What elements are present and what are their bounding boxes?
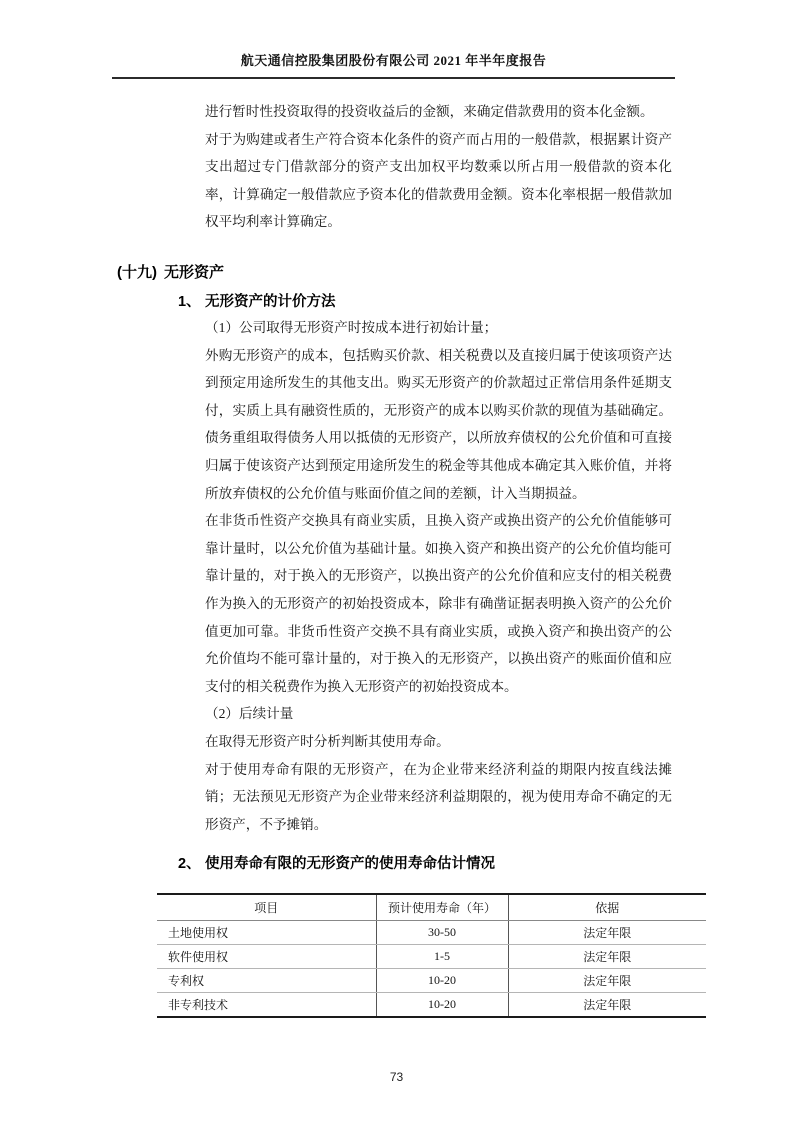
subsection-number: 2、 [178, 856, 201, 872]
section-title: 无形资产 [164, 264, 225, 281]
subsection-number: 1、 [178, 294, 201, 310]
subsection-heading-useful-life-estimate [178, 852, 495, 873]
cell-life: 10-20 [376, 993, 508, 1018]
paragraph: （2）后续计量 [205, 706, 294, 722]
paragraph: 在非货币性资产交换具有商业实质，且换入资产或换出资产的公允价值能够可靠计量时，以公允价值为基础计量。如换入资产和换出资产的公允价值均能可靠计量的，对于换入的无形资产，以换出资产的公允价值和应支付的相关税费作为换入的无形资产的初始投资成本，除非有确凿证据表明换入资产的公允价值更加可靠。非货币性资产交换不具有商业实质，或换入资产和换出资产的公允价值均不能可靠计量的，对于换入的无形资产，以换出资产的账面价值和应支付的相关税费作为换入无形资产的初始投资成本。 [205, 513, 672, 694]
column-header-basis: 依据 [508, 894, 706, 921]
intro-paragraphs [205, 98, 672, 236]
subsection1-paragraphs [205, 314, 672, 838]
paragraph: 外购无形资产的成本，包括购买价款、相关税费以及直接归属于使该项资产达到预定用途所发生的其他支出。购买无形资产的价款超过正常信用条件延期支付，实质上具有融资性质的，无形资产的成本以购买价款的现值为基础确定。债务重组取得债务人用以抵债的无形资产，以所放弃债权的公允价值和可直接归属于使该资产达到预定用途所发生的税金等其他成本确定其入账价值，并将所放弃债权的公允价值与账面价值之间的差额，计入当期损益。 [205, 347, 672, 501]
cell-basis: 法定年限 [508, 945, 706, 969]
subsection-title: 无形资产的计价方法 [205, 294, 336, 310]
cell-life: 30-50 [376, 921, 508, 945]
page-number: 73 [389, 1070, 404, 1084]
cell-basis: 法定年限 [508, 921, 706, 945]
cell-life: 1-5 [376, 945, 508, 969]
cell-item: 软件使用权 [157, 945, 376, 969]
useful-life-table [157, 893, 706, 1018]
table-row [157, 969, 706, 993]
subsection-title: 使用寿命有限的无形资产的使用寿命估计情况 [205, 856, 495, 872]
table-header-row [157, 894, 706, 921]
paragraph: 进行暂时性投资取得的投资收益后的金额，来确定借款费用的资本化金额。 [205, 104, 654, 119]
page-header [112, 50, 675, 79]
page-footer [0, 1070, 793, 1084]
cell-basis: 法定年限 [583, 998, 632, 1012]
report-title: 航天通信控股集团股份有限公司 2021 年半年度报告 [240, 53, 547, 68]
column-header-item: 项目 [157, 894, 376, 921]
cell-item: 非专利技术 [157, 993, 376, 1018]
table-row [157, 921, 706, 945]
paragraph: （1）公司取得无形资产时按成本进行初始计量； [205, 320, 498, 335]
cell-item: 专利权 [157, 969, 376, 993]
table-row [157, 993, 706, 1018]
subsection-heading-valuation-method [178, 290, 336, 311]
cell-life: 10-20 [376, 969, 508, 993]
paragraph: 对于为购建或者生产符合资本化条件的资产而占用的一般借款，根据累计资产支出超过专门借款部分的资产支出加权平均数乘以所占用一般借款的资本化率，计算确定一般借款应予资本化的借款费用金额。资本化率根据一般借款加权平均利率计算确定。 [205, 131, 672, 230]
paragraph: 在取得无形资产时分析判断其使用寿命。 [205, 733, 450, 749]
section-heading-intangible-assets [117, 261, 224, 282]
paragraph: 对于使用寿命有限的无形资产，在为企业带来经济利益的期限内按直线法摊销；无法预见无形资产为企业带来经济利益期限的，视为使用寿命不确定的无形资产，不予摊销。 [205, 761, 672, 832]
column-header-life: 预计使用寿命（年） [376, 894, 508, 921]
section-number: (十九) [117, 264, 157, 281]
cell-item: 土地使用权 [157, 921, 376, 945]
cell-basis: 法定年限 [508, 969, 706, 993]
table-row [157, 945, 706, 969]
